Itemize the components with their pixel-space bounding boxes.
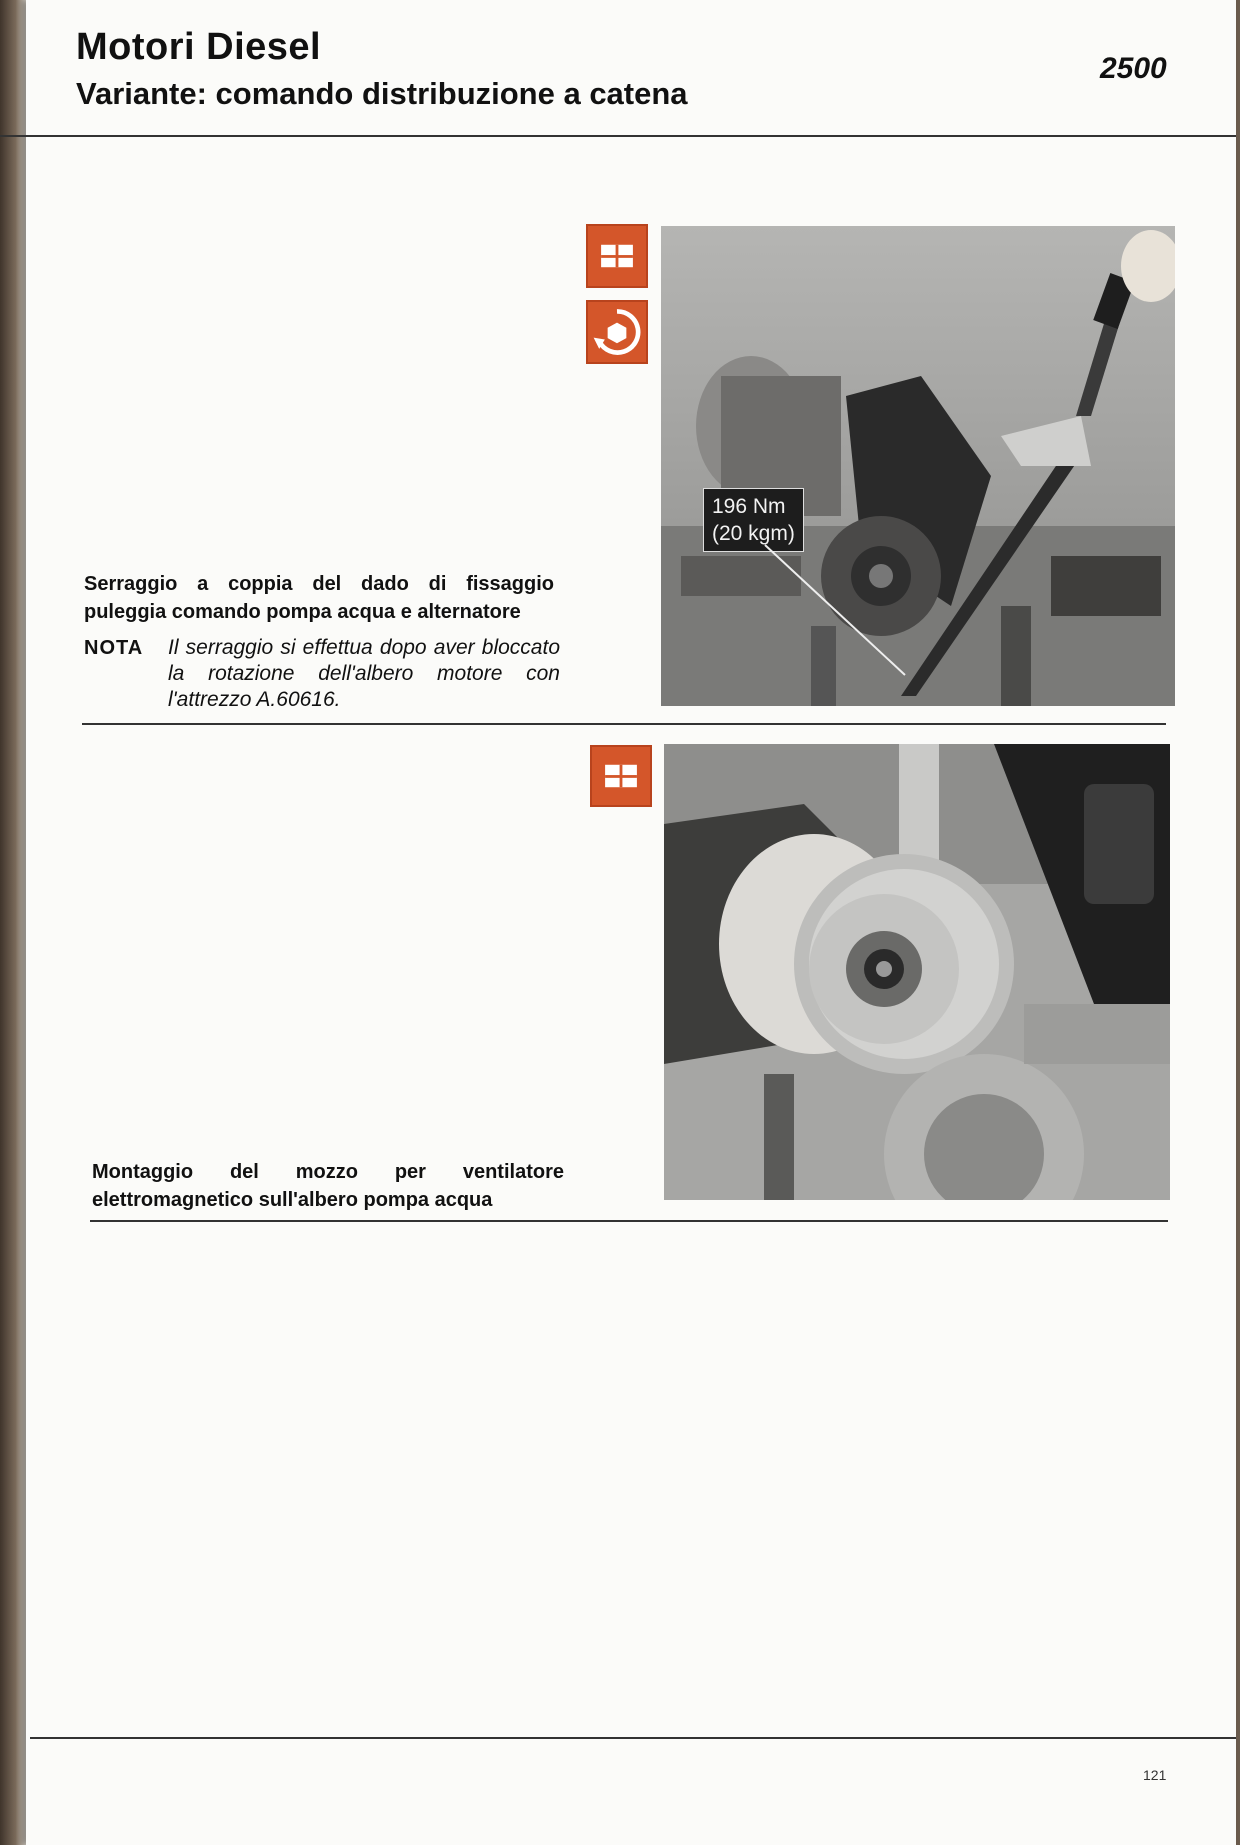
disassembly-icon-2 <box>590 745 652 807</box>
torque-leader-line <box>760 540 910 680</box>
footer-rule <box>30 1737 1236 1739</box>
page-title: Motori Diesel <box>76 26 322 68</box>
caption-torque: Serraggio a coppia del dado di fissaggio puleggia comando pompa acqua e alternatore <box>84 573 554 623</box>
page-edge <box>0 0 26 1845</box>
note-text: Il serraggio si effettua dopo aver bloccato la rotazione dell'albero motore con l'attrezzo A.60616. <box>168 636 560 711</box>
section-rule-1 <box>82 723 1166 725</box>
engine-torque-photo <box>661 226 1175 706</box>
caption-fan-hub: Montaggio del mozzo per ventilatore elettromagnetico sull'albero pompa acqua <box>92 1161 564 1211</box>
model-code: 2500 <box>1100 52 1167 85</box>
note-label: NOTA <box>84 637 144 659</box>
fan-hub-photo <box>664 744 1170 1200</box>
header-rule <box>0 135 1236 137</box>
page-subtitle: Variante: comando distribuzione a catena <box>76 76 688 111</box>
section-rule-2 <box>90 1220 1168 1222</box>
page-number: 121 <box>1143 1767 1167 1783</box>
torque-nm: 196 Nm <box>712 495 786 518</box>
disassembly-icon <box>586 224 648 288</box>
torque-tighten-icon <box>586 300 648 364</box>
torque-kgm: (20 kgm) <box>712 522 795 545</box>
